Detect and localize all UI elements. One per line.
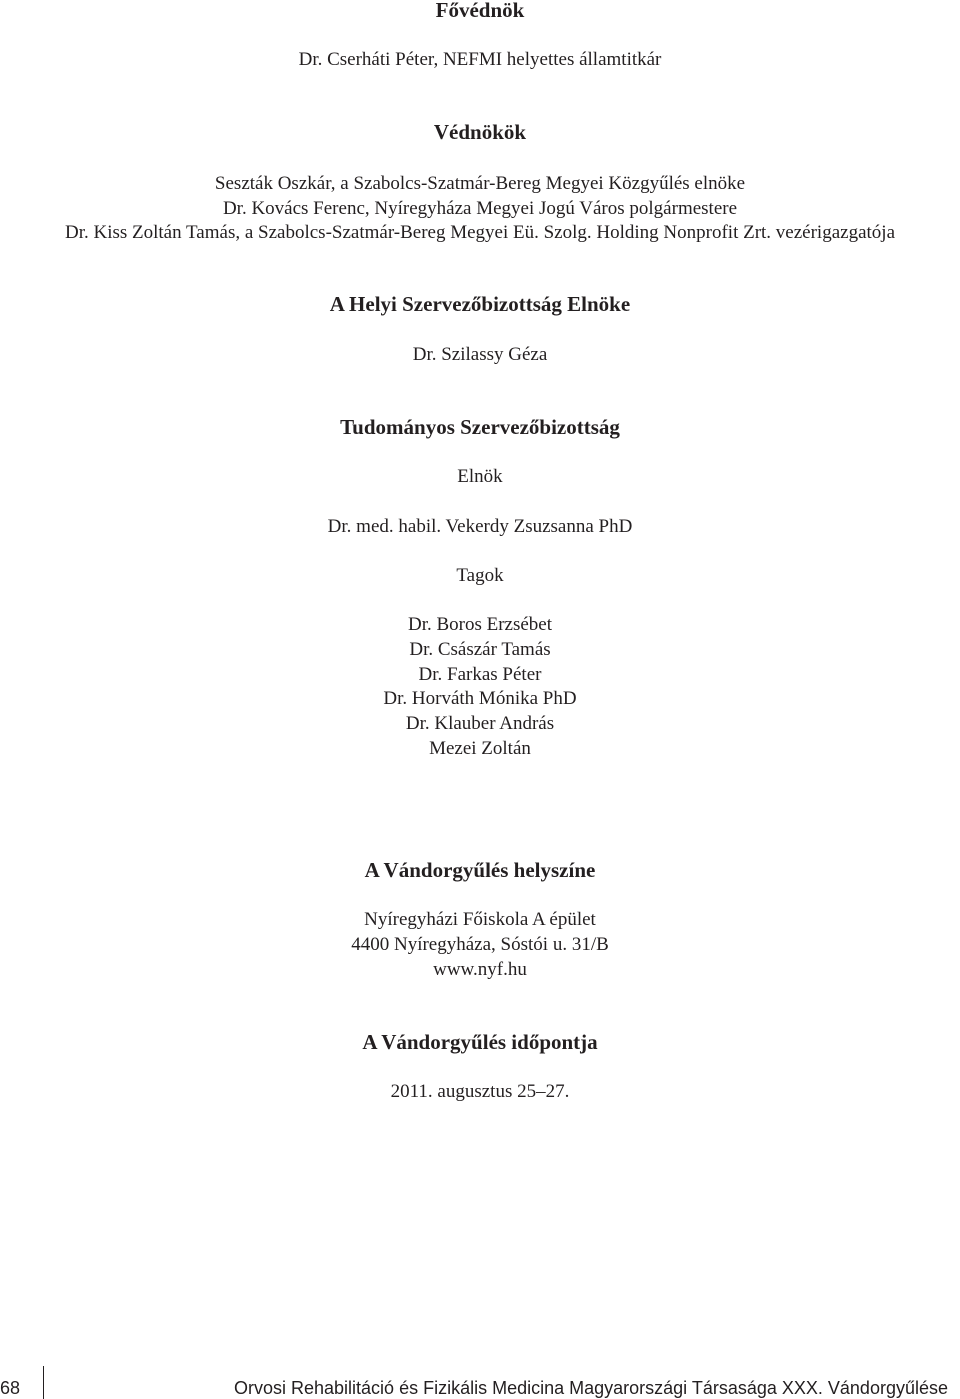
committee-member: Dr. Császár Tamás	[409, 639, 551, 660]
date-heading: A Vándorgyűlés időpontja	[362, 1030, 598, 1054]
patron-name: Dr. Cserháti Péter, NEFMI helyettes államtitkár	[298, 49, 662, 70]
page-number: 68	[0, 1378, 21, 1398]
scientific-chair-name: Dr. med. habil. Vekerdy Zsuzsanna PhD	[327, 516, 633, 537]
venue-line: Nyíregyházi Főiskola A épület	[364, 909, 596, 930]
patron-heading: Fővédnök	[435, 0, 525, 22]
sponsors-heading: Védnökök	[433, 120, 527, 144]
committee-member: Mezei Zoltán	[429, 738, 531, 759]
scientific-chair-label: Elnök	[457, 466, 503, 487]
committee-member: Dr. Farkas Péter	[418, 664, 542, 685]
committee-member: Dr. Boros Erzsébet	[407, 614, 553, 635]
footer-publication-title: Orvosi Rehabilitáció és Fizikális Medicina Magyarországi Társasága XXX. Vándorgyűlése	[234, 1378, 948, 1398]
sponsor-name: Dr. Kiss Zoltán Tamás, a Szabolcs-Szatmár-Bereg Megyei Eü. Szolg. Holding Nonprofit Zrt. vezérigazgatója	[64, 222, 896, 243]
committee-member: Dr. Klauber András	[405, 713, 555, 734]
scientific-members-label: Tagok	[456, 565, 504, 586]
venue-website: www.nyf.hu	[433, 959, 527, 980]
venue-heading: A Vándorgyűlés helyszíne	[364, 858, 596, 882]
sponsor-name: Seszták Oszkár, a Szabolcs-Szatmár-Bereg Megyei Közgyűlés elnöke	[214, 173, 746, 194]
footer-divider	[43, 1366, 44, 1399]
event-date: 2011. augusztus 25–27.	[390, 1081, 570, 1102]
local-committee-heading: A Helyi Szervezőbizottság Elnöke	[329, 292, 631, 316]
scientific-committee-heading: Tudományos Szervezőbizottság	[340, 415, 620, 439]
committee-member: Dr. Horváth Mónika PhD	[383, 688, 577, 709]
venue-line: 4400 Nyíregyháza, Sóstói u. 31/B	[351, 934, 609, 955]
page-footer	[0, 1366, 960, 1399]
local-committee-chair: Dr. Szilassy Géza	[412, 344, 548, 365]
sponsor-name: Dr. Kovács Ferenc, Nyíregyháza Megyei Jogú Város polgármestere	[222, 198, 738, 219]
